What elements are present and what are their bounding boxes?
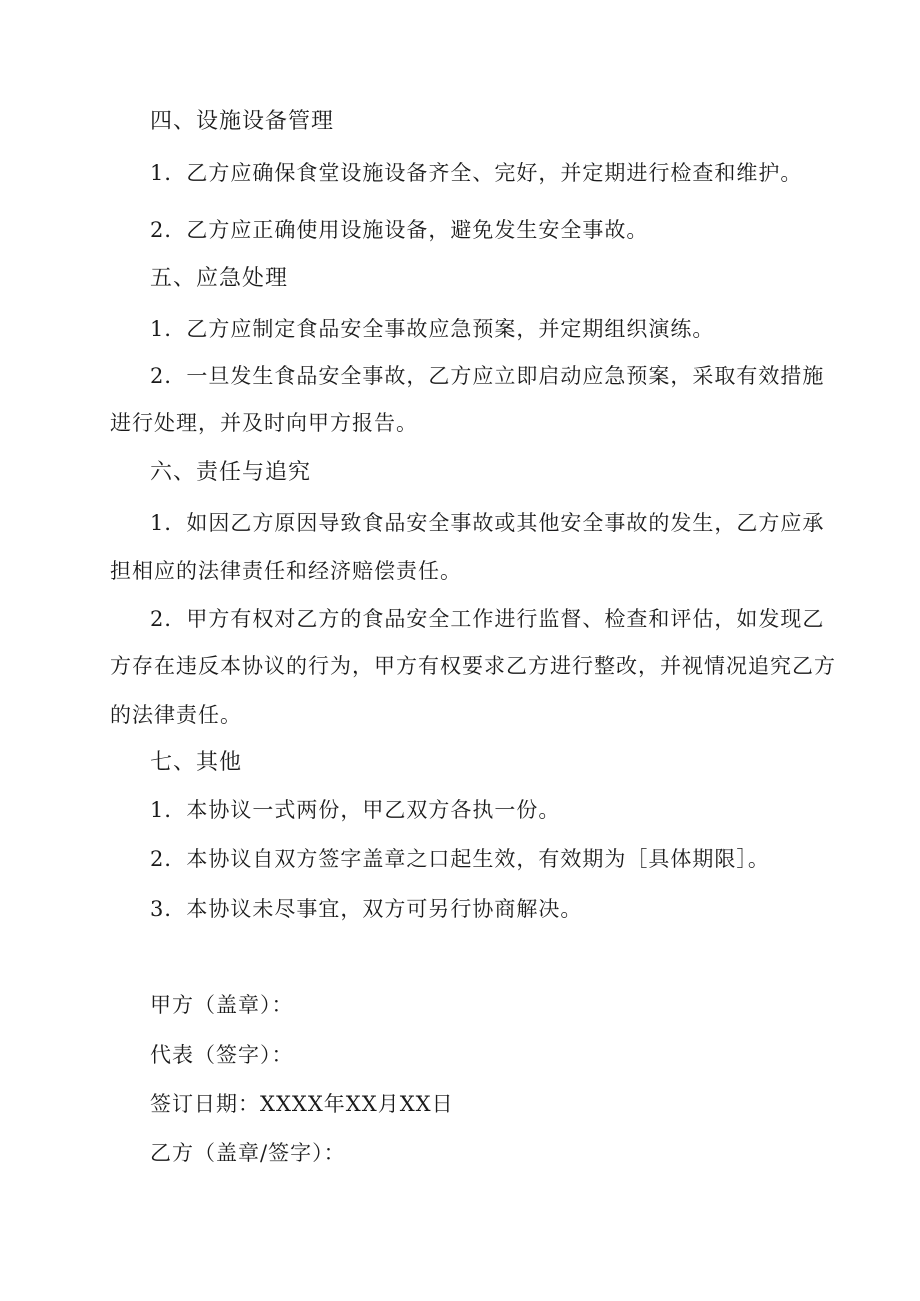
section-7-item-1: 1．本协议一式两份，甲乙双方各执一份。 bbox=[150, 798, 561, 822]
section-4-item-2: 2．乙方应正确使用设施设备，避免发生安全事故。 bbox=[150, 218, 649, 242]
party-b-seal-signature-line: 乙方（盖章/签字）： bbox=[150, 1141, 346, 1165]
section-5-item-2-line-2: 进行处理，并及时向甲方报告。 bbox=[110, 411, 418, 435]
section-5-heading: 五、应急处理 bbox=[150, 266, 289, 291]
section-4-item-1: 1．乙方应确保食堂设施设备齐全、完好，并定期进行检查和维护。 bbox=[150, 161, 803, 185]
section-6-item-1-line-2: 担相应的法律责任和经济赔偿责任。 bbox=[110, 559, 462, 583]
section-6-item-2-line-1: 2．甲方有权对乙方的食品安全工作进行监督、检查和评估，如发现乙 bbox=[150, 607, 825, 631]
section-7-item-3: 3．本协议未尽事宜，双方可另行协商解决。 bbox=[150, 897, 583, 921]
section-6-item-2-line-3: 的法律责任。 bbox=[110, 703, 242, 727]
section-6-item-1-line-1: 1．如因乙方原因导致食品安全事故或其他安全事故的发生，乙方应承 bbox=[150, 511, 825, 535]
section-4-heading: 四、设施设备管理 bbox=[150, 109, 335, 134]
party-a-seal-line: 甲方（盖章）： bbox=[150, 993, 294, 1017]
section-5-item-1: 1．乙方应制定食品安全事故应急预案，并定期组织演练。 bbox=[150, 317, 715, 341]
section-6-item-2-line-2: 方存在违反本协议的行为，甲方有权要求乙方进行整改，并视情况追究乙方 bbox=[110, 654, 836, 678]
section-7-heading: 七、其他 bbox=[150, 750, 243, 775]
signing-date-line: 签订日期：XXXX年XX月XX日 bbox=[150, 1092, 454, 1116]
section-6-heading: 六、责任与追究 bbox=[150, 460, 312, 485]
section-7-item-2: 2．本协议自双方签字盖章之口起生效，有效期为［具体期限］。 bbox=[150, 847, 770, 871]
section-5-item-2-line-1: 2．一旦发生食品安全事故，乙方应立即启动应急预案，采取有效措施 bbox=[150, 364, 825, 388]
representative-signature-line: 代表（签字）： bbox=[150, 1043, 294, 1067]
